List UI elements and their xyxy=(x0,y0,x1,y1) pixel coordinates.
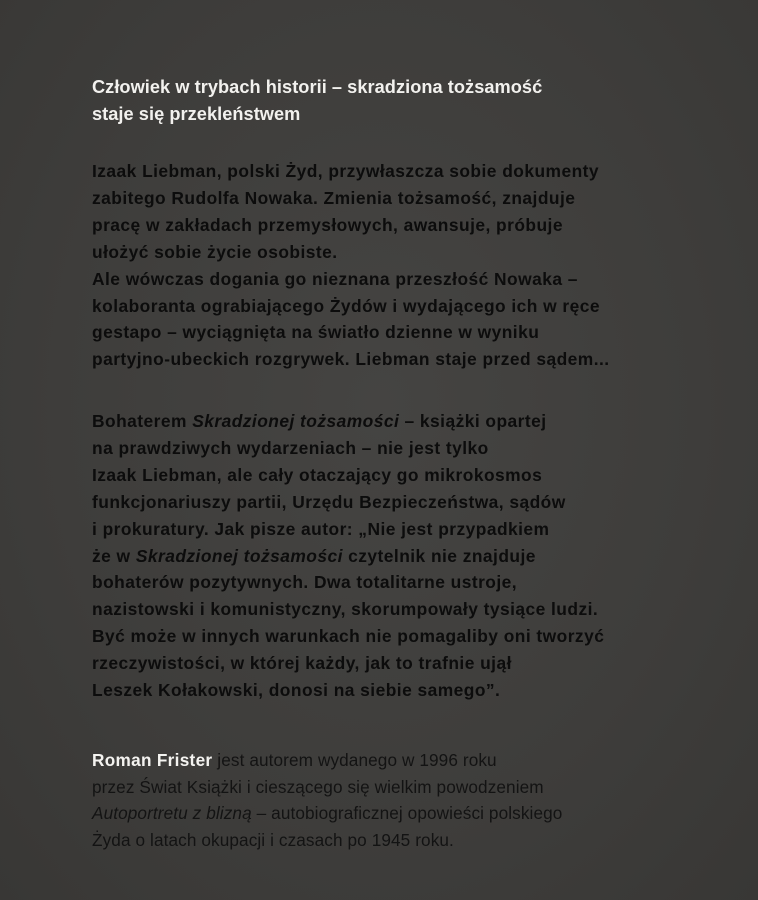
context-line: rzeczywistości, w której każdy, jak to trafnie ujął xyxy=(92,653,512,674)
author-line: przez Świat Książki i cieszącego się wielkim powodzeniem xyxy=(92,776,544,797)
synopsis-line: zabitego Rudolfa Nowaka. Zmienia tożsamość, znajduje xyxy=(92,187,576,208)
synopsis-line: pracę w zakładach przemysłowych, awansuje, próbuje xyxy=(92,214,563,235)
synopsis-line: ułożyć sobie życie osobiste. xyxy=(92,241,338,262)
previous-book-title: Autoportretu z blizną xyxy=(92,803,252,824)
context-text: Bohaterem xyxy=(92,411,193,431)
context-line: na prawdziwych wydarzeniach – nie jest tylko xyxy=(92,437,489,458)
author-line xyxy=(92,747,732,774)
context-line xyxy=(92,408,732,435)
context-line: Izaak Liebman, ale cały otaczający go mikrokosmos xyxy=(92,464,543,485)
synopsis-line: partyjno-ubeckich rozgrywek. Liebman staje przed sądem... xyxy=(92,349,610,370)
author-line xyxy=(92,800,732,827)
context-text: – książki opartej xyxy=(399,411,547,431)
author-note xyxy=(92,747,732,853)
heading-line: staje się przekleństwem xyxy=(92,103,301,124)
book-title-italic: Skradzionej tożsamości xyxy=(192,411,400,431)
context-line: i prokuratury. Jak pisze autor: „Nie jest przypadkiem xyxy=(92,518,550,539)
context-text: że w xyxy=(92,545,136,566)
context-line: nazistowski i komunistyczny, skorumpowały tysiące ludzi. xyxy=(92,599,599,620)
synopsis-paragraph xyxy=(92,158,732,373)
context-line: funkcjonariuszy partii, Urzędu Bezpieczeństwa, sądów xyxy=(92,491,566,512)
synopsis-line: Izaak Liebman, polski Żyd, przywłaszcza sobie dokumenty xyxy=(92,161,600,181)
author-line: Żyda o latach okupacji i czasach po 1945 roku. xyxy=(92,829,454,850)
author-text: – autobiograficznej opowieści polskiego xyxy=(251,803,563,824)
author-name: Roman Frister xyxy=(92,750,213,770)
context-paragraph xyxy=(92,408,732,704)
synopsis-line: Ale wówczas dogania go nieznana przeszłość Nowaka – xyxy=(92,268,578,289)
book-title-italic: Skradzionej tożsamości xyxy=(135,545,343,566)
context-line: Leszek Kołakowski, donosi na siebie samego”. xyxy=(92,680,501,701)
context-line: bohaterów pozytywnych. Dwa totalitarne ustroje, xyxy=(92,572,518,593)
context-line: Być może w innych warunkach nie pomagaliby oni tworzyć xyxy=(92,626,605,647)
context-line xyxy=(92,543,732,570)
heading-line: Człowiek w trybach historii – skradziona tożsamość xyxy=(92,77,543,97)
synopsis-line: gestapo – wyciągnięta na światło dzienne w wyniku xyxy=(92,322,540,343)
synopsis-line: kolaboranta ograbiającego Żydów i wydającego ich w ręce xyxy=(92,295,600,316)
author-text: jest autorem wydanego w 1996 roku xyxy=(212,750,497,770)
cover-heading xyxy=(92,74,732,127)
context-text: czytelnik nie znajduje xyxy=(342,545,536,566)
